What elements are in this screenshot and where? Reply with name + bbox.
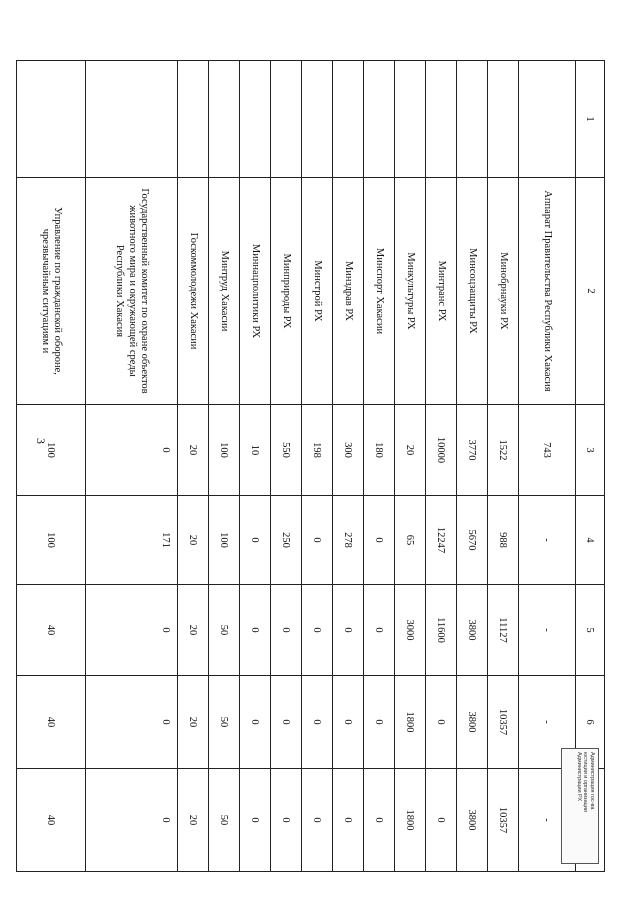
table-row — [302, 61, 333, 872]
registration-stamp — [561, 748, 599, 864]
cell-value-3: 1522 — [488, 405, 519, 496]
cell-value-6: 0 — [271, 676, 302, 769]
table-row — [17, 61, 86, 872]
cell-index — [86, 61, 178, 178]
cell-value-5: 11600 — [426, 585, 457, 676]
cell-value-7: 3800 — [457, 769, 488, 872]
cell-value-5: 0 — [86, 585, 178, 676]
cell-index — [271, 61, 302, 178]
cell-value-6: 50 — [209, 676, 240, 769]
cell-value-4: 100 — [209, 496, 240, 585]
cell-value-5: 0 — [333, 585, 364, 676]
cell-value-3: 10 — [240, 405, 271, 496]
cell-organization: Минстрой РХ — [302, 178, 333, 405]
cell-value-4: 0 — [302, 496, 333, 585]
table-row — [457, 61, 488, 872]
cell-index — [364, 61, 395, 178]
cell-value-3: 3770 — [457, 405, 488, 496]
table-row — [333, 61, 364, 872]
cell-index — [178, 61, 209, 178]
cell-value-6: 40 — [17, 676, 86, 769]
cell-value-6: 0 — [86, 676, 178, 769]
cell-value-6: 1800 — [395, 676, 426, 769]
cell-value-3: 100 — [17, 405, 86, 496]
cell-value-4: 100 — [17, 496, 86, 585]
cell-value-3: 10000 — [426, 405, 457, 496]
cell-index — [302, 61, 333, 178]
cell-value-6: - — [519, 676, 576, 769]
cell-value-5: - — [519, 585, 576, 676]
table-row — [86, 61, 178, 872]
cell-organization: Минтруд Хакасии — [209, 178, 240, 405]
cell-value-7: 0 — [364, 769, 395, 872]
header-col-6: 6 — [576, 676, 605, 769]
cell-value-7: 0 — [86, 769, 178, 872]
table-row — [364, 61, 395, 872]
table-row — [209, 61, 240, 872]
header-col-1: 1 — [576, 61, 605, 178]
cell-value-3: 100 — [209, 405, 240, 496]
cell-value-3: 300 — [333, 405, 364, 496]
cell-value-3: 743 — [519, 405, 576, 496]
cell-value-3: 0 — [86, 405, 178, 496]
cell-value-4: 20 — [178, 496, 209, 585]
cell-value-5: 0 — [364, 585, 395, 676]
cell-value-4: - — [519, 496, 576, 585]
cell-value-5: 0 — [240, 585, 271, 676]
cell-value-3: 550 — [271, 405, 302, 496]
cell-value-7: 20 — [178, 769, 209, 872]
cell-index — [488, 61, 519, 178]
cell-value-7: - — [519, 769, 576, 872]
cell-index — [209, 61, 240, 178]
header-col-2: 2 — [576, 178, 605, 405]
cell-value-4: 12247 — [426, 496, 457, 585]
cell-value-5: 0 — [302, 585, 333, 676]
cell-value-3: 20 — [178, 405, 209, 496]
cell-value-7: 0 — [271, 769, 302, 872]
cell-value-5: 0 — [271, 585, 302, 676]
cell-value-6: 0 — [302, 676, 333, 769]
cell-value-6: 10357 — [488, 676, 519, 769]
cell-index — [333, 61, 364, 178]
cell-value-3: 198 — [302, 405, 333, 496]
cell-value-7: 50 — [209, 769, 240, 872]
header-col-4: 4 — [576, 496, 605, 585]
table-row — [426, 61, 457, 872]
cell-value-7: 0 — [240, 769, 271, 872]
cell-organization: Управление по гражданской обороне, чрезвычайным ситуациям и — [17, 178, 86, 405]
cell-value-7: 0 — [333, 769, 364, 872]
cell-value-6: 0 — [364, 676, 395, 769]
cell-value-5: 3000 — [395, 585, 426, 676]
cell-value-4: 5670 — [457, 496, 488, 585]
cell-organization: Минприроды РХ — [271, 178, 302, 405]
cell-organization: Государственный комитет по охране объектов животного мира и окружающей среды Республики Хакасия — [86, 178, 178, 405]
cell-organization: Госкоммолодежи Хакасии — [178, 178, 209, 405]
table-frame — [40, 60, 605, 864]
cell-index — [519, 61, 576, 178]
cell-value-7: 0 — [426, 769, 457, 872]
cell-value-6: 0 — [426, 676, 457, 769]
stamp-line-3: Администрации РХ — [575, 752, 582, 802]
cell-organization: Минобрнауки РХ — [488, 178, 519, 405]
table-row — [488, 61, 519, 872]
budget-table — [16, 60, 605, 872]
cell-value-6: 0 — [240, 676, 271, 769]
cell-value-4: 171 — [86, 496, 178, 585]
cell-value-3: 180 — [364, 405, 395, 496]
cell-value-4: 0 — [240, 496, 271, 585]
cell-value-6: 20 — [178, 676, 209, 769]
cell-index — [457, 61, 488, 178]
cell-value-5: 50 — [209, 585, 240, 676]
stamp-line-1: Администрация гос-ва — [589, 752, 595, 810]
table-row — [240, 61, 271, 872]
cell-organization: Минтранс РХ — [426, 178, 457, 405]
cell-value-7: 1800 — [395, 769, 426, 872]
cell-organization: Минкультуры РХ — [395, 178, 426, 405]
cell-value-3: 20 — [395, 405, 426, 496]
cell-organization: Аппарат Правительства Республики Хакасия — [519, 178, 576, 405]
cell-organization: Миннацполитики РХ — [240, 178, 271, 405]
cell-organization: Минсоцзащиты РХ — [457, 178, 488, 405]
cell-value-4: 988 — [488, 496, 519, 585]
cell-index — [426, 61, 457, 178]
cell-value-4: 278 — [333, 496, 364, 585]
cell-value-5: 20 — [178, 585, 209, 676]
cell-index — [17, 61, 86, 178]
cell-value-6: 3800 — [457, 676, 488, 769]
cell-value-5: 3800 — [457, 585, 488, 676]
stamp-text — [562, 749, 598, 863]
cell-value-7: 0 — [302, 769, 333, 872]
cell-organization: Минздрав РХ — [333, 178, 364, 405]
cell-organization: Минспорт Хакасии — [364, 178, 395, 405]
cell-index — [395, 61, 426, 178]
cell-index — [240, 61, 271, 178]
cell-value-4: 0 — [364, 496, 395, 585]
stamp-line-2: юстиции и организации — [582, 752, 589, 812]
cell-value-4: 65 — [395, 496, 426, 585]
cell-value-5: 11127 — [488, 585, 519, 676]
cell-value-6: 0 — [333, 676, 364, 769]
table-row — [178, 61, 209, 872]
cell-value-7: 10357 — [488, 769, 519, 872]
cell-value-7: 40 — [17, 769, 86, 872]
cell-value-4: 250 — [271, 496, 302, 585]
table-row — [271, 61, 302, 872]
header-col-5: 5 — [576, 585, 605, 676]
table-row — [395, 61, 426, 872]
cell-value-5: 40 — [17, 585, 86, 676]
page-number: 3 — [34, 438, 48, 444]
header-col-3: 3 — [576, 405, 605, 496]
